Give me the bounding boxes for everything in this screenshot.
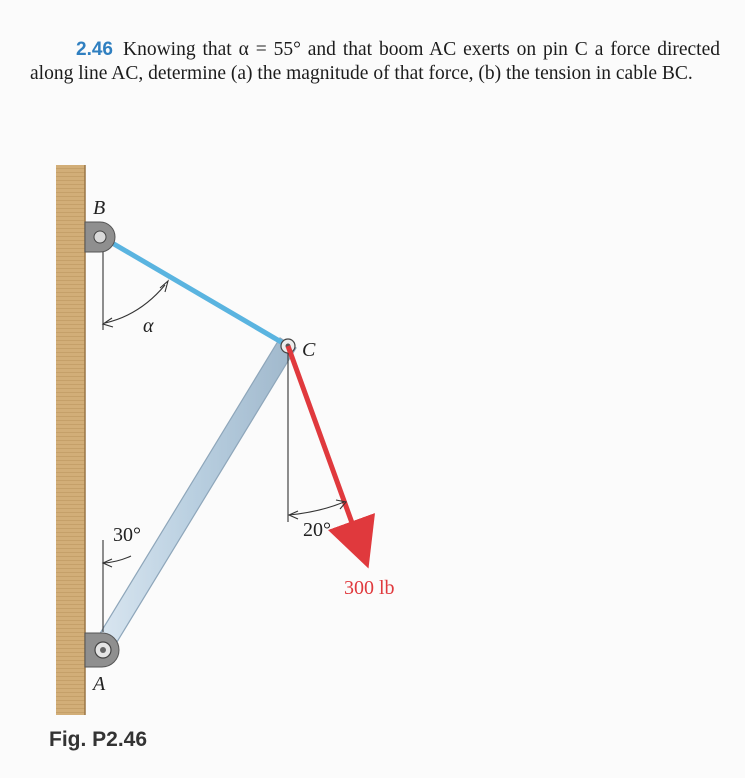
boom-angle-arc [103,556,131,567]
force-angle-arc [289,500,346,519]
label-point-b: B [93,197,106,219]
problem-number: 2.46 [76,39,113,60]
label-alpha: α [143,315,154,337]
label-angle-force: 20° [303,519,331,541]
figure-caption: Fig. P2.46 [49,728,148,751]
problem-statement [30,38,720,86]
support-b [85,222,115,252]
cable-bc [102,237,288,346]
label-angle-boom: 30° [113,524,141,546]
label-force: 300 lb [344,577,395,599]
figure-diagram [0,130,745,730]
alpha-angle-arc [103,281,168,327]
label-point-a: A [93,673,106,695]
force-arrow [288,346,360,545]
label-point-c: C [302,339,316,361]
reference-lines [103,252,288,632]
support-a [85,633,119,667]
boom-ac [93,338,296,655]
problem-text: Knowing that α = 55° and that boom AC exerts on pin C a force directed along line AC, determine (a) the magnitude of that force, (b) the tension in cable BC. [30,39,720,84]
wall [56,165,85,715]
